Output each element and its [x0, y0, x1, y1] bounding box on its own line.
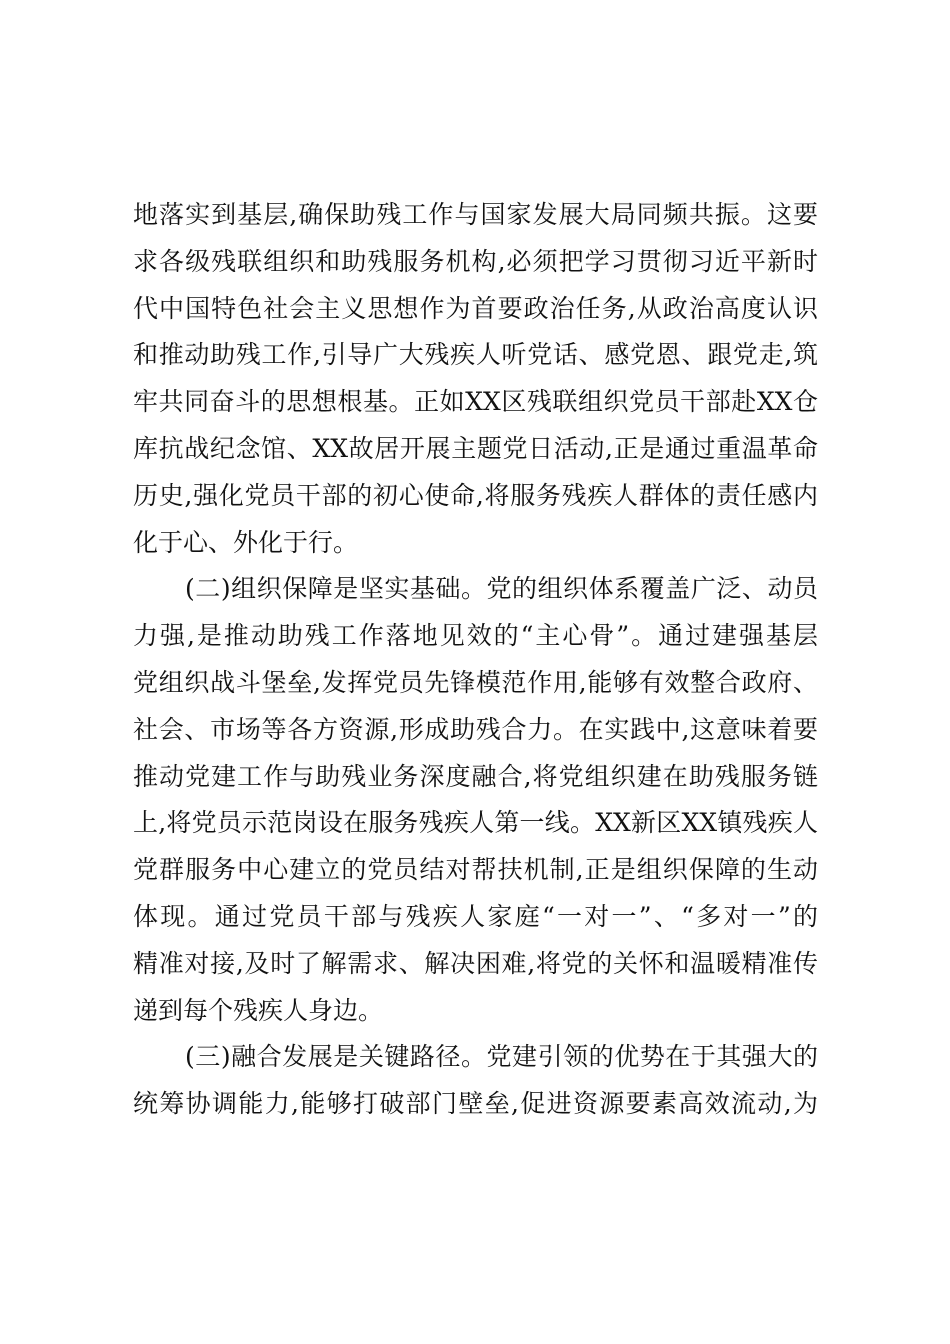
text-line: 体现。通过党员干部与残疾人家庭“一对一”、“多对一”的 — [133, 901, 818, 931]
text-line: 党组织战斗堡垒,发挥党员先锋模范作用,能够有效整合政府、 — [133, 667, 818, 697]
paragraph — [133, 192, 818, 566]
text-line: 推动党建工作与助残业务深度融合,将党组织建在助残服务链 — [133, 761, 818, 791]
text-line: 化于心、外化于行。 — [133, 527, 359, 557]
paragraph — [133, 1034, 818, 1128]
text-line: 和推动助残工作,引导广大残疾人听党话、感党恩、跟党走,筑 — [133, 340, 818, 370]
text-line: 社会、市场等各方资源,形成助残合力。在实践中,这意味着要 — [133, 714, 818, 744]
text-line: 上,将党员示范岗设在服务残疾人第一线。XX新区XX镇残疾人 — [133, 808, 818, 838]
text-line: 牢共同奋斗的思想根基。正如XX区残联组织党员干部赴XX仓 — [133, 387, 818, 417]
text-line: 党群服务中心建立的党员结对帮扶机制,正是组织保障的生动 — [133, 855, 818, 885]
text-line: 求各级残联组织和助残服务机构,必须把学习贯彻习近平新时 — [133, 246, 818, 276]
text-line: 力强,是推动助残工作落地见效的“主心骨”。通过建强基层 — [133, 621, 818, 651]
document-body — [133, 192, 818, 1128]
text-line: 代中国特色社会主义思想作为首要政治任务,从政治高度认识 — [133, 293, 818, 323]
text-line: 库抗战纪念馆、XX故居开展主题党日活动,正是通过重温革命 — [133, 433, 818, 463]
text-line: 精准对接,及时了解需求、解决困难,将党的关怀和温暖精准传 — [133, 948, 818, 978]
text-line: 地落实到基层,确保助残工作与国家发展大局同频共振。这要 — [133, 200, 818, 229]
paragraph — [133, 566, 818, 1034]
text-line: 统筹协调能力,能够打破部门壁垒,促进资源要素高效流动,为 — [133, 1089, 818, 1119]
text-line: 递到每个残疾人身边。 — [133, 995, 384, 1025]
text-line: (三)融合发展是关键路径。党建引领的优势在于其强大的 — [185, 1042, 818, 1072]
text-line: (二)组织保障是坚实基础。党的组织体系覆盖广泛、动员 — [185, 574, 818, 604]
text-line: 历史,强化党员干部的初心使命,将服务残疾人群体的责任感内 — [133, 480, 818, 510]
